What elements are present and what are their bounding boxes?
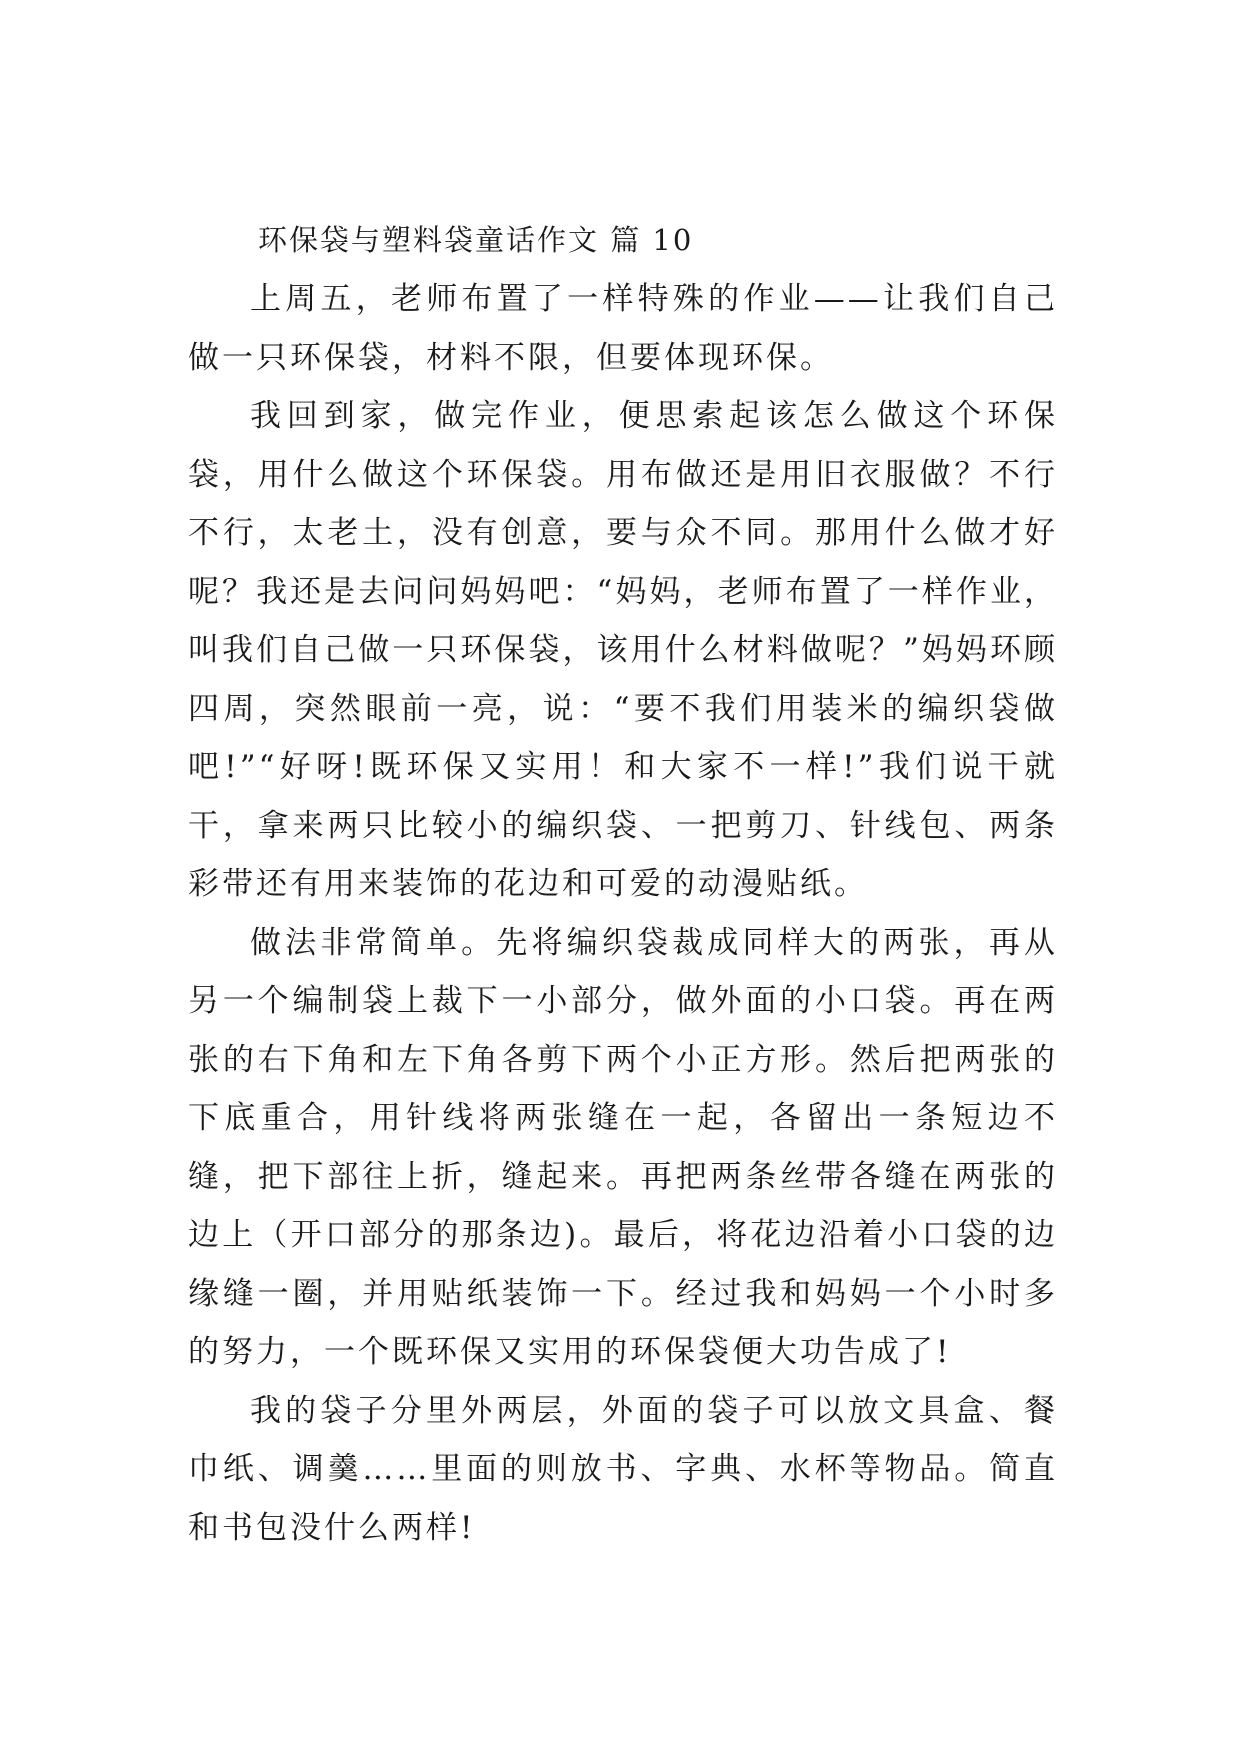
paragraph-4: 我的袋子分里外两层，外面的袋子可以放文具盒、餐巾纸、调羹……里面的则放书、字典、水杯等物品。简直和书包没什么两样! — [188, 1392, 1058, 1546]
document-body — [188, 210, 1058, 1557]
paragraph-2: 我回到家，做完作业，便思索起该怎么做这个环保袋，用什么做这个环保袋。用布做还是用旧衣服做？不行不行，太老土，没有创意，要与众不同。那用什么做才好呢？我还是去问问妈妈吧：“妈妈，老师布置了一样作业，叫我们自己做一只环保袋，该用什么材料做呢？”妈妈环顾四周，突然眼前一亮，说：“要不我们用装米的编织袋做吧!”“好呀!既环保又实用！和大家不一样!”我们说干就干，拿来两只比较小的编织袋、一把剪刀、针线包、两条彩带还有用来装饰的花边和可爱的动漫贴纸。 — [188, 398, 1058, 902]
document-title: 环保袋与塑料袋童话作文 篇 10 — [258, 223, 694, 257]
paragraph-3: 做法非常简单。先将编织袋裁成同样大的两张，再从另一个编制袋上裁下一小部分，做外面的小口袋。再在两张的右下角和左下角各剪下两个小正方形。然后把两张的下底重合，用针线将两张缝在一起，各留出一条短边不缝，把下部往上折，缝起来。再把两条丝带各缝在两张的边上（开口部分的那条边)。最后，将花边沿着小口袋的边缘缝一圈，并用贴纸装饰一下。经过我和妈妈一个小时多的努力，一个既环保又实用的环保袋便大功告成了! — [188, 924, 1058, 1370]
paragraph-1: 上周五，老师布置了一样特殊的作业——让我们自己做一只环保袋，材料不限，但要体现环保。 — [188, 281, 1058, 376]
